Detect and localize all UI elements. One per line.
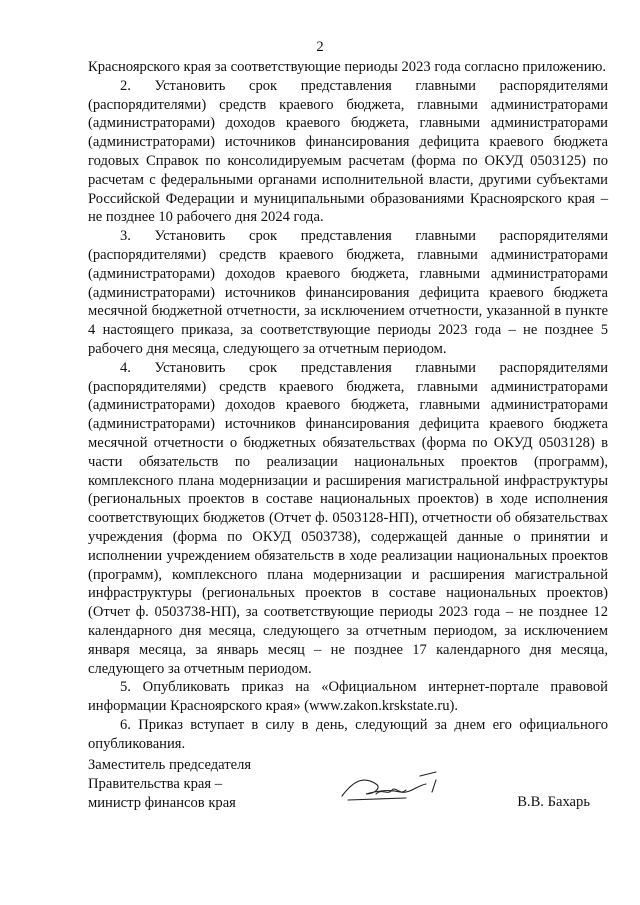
position-line: министр финансов края [88, 794, 236, 811]
handwritten-signature [336, 770, 446, 806]
position-line: Заместитель председателя [88, 757, 252, 773]
signatory-name: В.В. Бахарь [517, 794, 590, 810]
position-line: Правительства края – [88, 775, 223, 792]
paragraph-item-2: 2. Установить срок представления главными распорядителями (распорядителями) средств краевого бюджета, главными администраторами (администраторами) доходов краевого бюджета, главными администраторами (администраторами) источников финансирования дефицита краевого бюджета годовых Справок по консолидируемым расчетам (форма по ОКУД 0503125) по расчетам с федеральными органами исполнительной власти, другими субъектами Российской Федерации и муниципальными образованиями Красноярского края – не позднее 10 рабочего дня 2024 года. [88, 77, 608, 226]
document-body [88, 58, 608, 753]
paragraph-continuation: Красноярского края за соответствующие периоды 2023 года согласно приложению. [88, 59, 607, 75]
paragraph-item-4: 4. Установить срок представления главными распорядителями (распорядителями) средств краевого бюджета, главными администраторами (администраторами) доходов краевого бюджета, главными администраторами (администраторами) источников финансирования дефицита краевого бюджета месячной отчетности о бюджетных обязательствах (форма по ОКУД 0503128) в части обязательств по реализации национальных проектов (программ), комплексного плана модернизации и расширения магистральной инфраструктуры (региональных проектов в составе национальных проектов) в ходе исполнения соответствующих бюджетов (Отчет ф. 0503128-НП), отчетности об обязательствах учреждения (форма по ОКУД 0503738), содержащей данные о принятии и исполнении учреждением обязательств в ходе реализации национальных проектов (программ), комплексного плана модернизации и расширения магистральной инфраструктуры (региональных проектов в составе национальных проектов) (Отчет ф. 0503738-НП), за соответствующие периоды 2023 года – не позднее 12 календарного дня месяца, следующего за отчетным периодом, за исключением января месяца, за январь месяц – не позднее 17 календарного дня месяца, следующего за отчетным периодом. [88, 359, 608, 677]
paragraph-item-5: 5. Опубликовать приказ на «Официальном интернет-портале правовой информации Красноярского края» (www.zakon.krskstate.ru). [88, 679, 608, 715]
page-number: 2 [316, 39, 324, 55]
paragraph-item-3: 3. Установить срок представления главными распорядителями (распорядителями) средств краевого бюджета, главными администраторами (администраторами) доходов краевого бюджета, главными администраторами (администраторами) источников финансирования дефицита краевого бюджета месячной бюджетной отчетности, за исключением отчетности, указанной в пункте 4 настоящего приказа, за соответствующие периоды 2023 года – не позднее 5 рабочего дня месяца, следующего за отчетным периодом. [88, 228, 608, 357]
signature-block [88, 756, 608, 812]
paragraph-item-6: 6. Приказ вступает в силу в день, следующий за днем его официального опубликования. [88, 716, 608, 752]
